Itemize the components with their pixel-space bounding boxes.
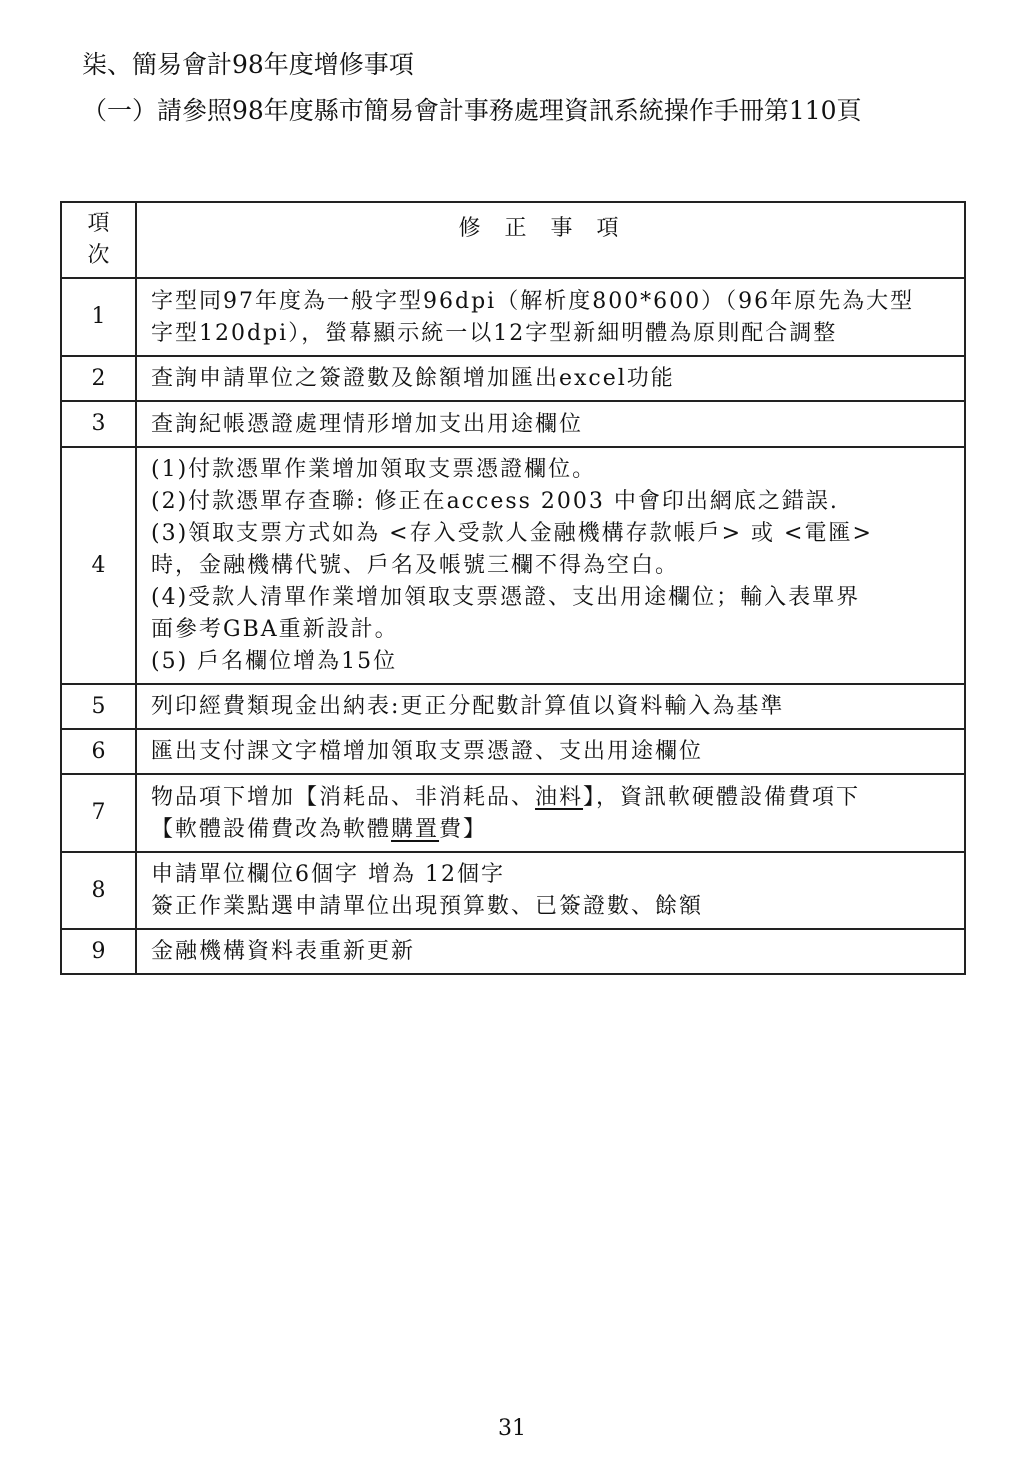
row-number: 3 (61, 401, 136, 447)
table-row (61, 278, 965, 356)
table-row (61, 852, 965, 929)
row-description (136, 929, 965, 974)
row-number: 4 (61, 447, 136, 684)
description-line: 面參考GBA重新設計。 (151, 617, 399, 642)
row-description (136, 852, 965, 929)
row-number: 1 (61, 278, 136, 356)
row-description (136, 729, 965, 774)
row-description (136, 278, 965, 356)
description-line: (3)領取支票方式如為 <存入受款人金融機構存款帳戶> 或 <電匯> (151, 521, 873, 546)
description-line: 字型同97年度為一般字型96dpi（解析度800*600）（96年原先為大型 (151, 288, 915, 314)
section-subtitle: （一）請參照98年度縣市簡易會計事務處理資訊系統操作手冊第110頁 (82, 96, 862, 125)
row-number: 7 (61, 774, 136, 852)
row-number: 8 (61, 852, 136, 929)
row-number: 5 (61, 684, 136, 729)
row-description (136, 356, 965, 401)
description-line: 匯出支付課文字檔增加領取支票憑證、支出用途欄位 (151, 739, 704, 764)
section-title: 柒、簡易會計98年度增修事項 (82, 50, 414, 79)
description-line: (2)付款憑單存查聯: 修正在access 2003 中會印出網底之錯誤. (151, 489, 839, 514)
row-description (136, 447, 965, 684)
table-row (61, 356, 965, 401)
table-row (61, 684, 965, 729)
row-number: 9 (61, 929, 136, 974)
description-line: 列印經費類現金出納表:更正分配數計算值以資料輸入為基準 (151, 694, 785, 719)
row-description (136, 401, 965, 447)
row-number: 2 (61, 356, 136, 401)
table-row (61, 401, 965, 447)
description-line: 簽正作業點選申請單位出現預算數、已簽證數、餘額 (151, 894, 704, 919)
description-line: 時，金融機構代號、戶名及帳號三欄不得為空白。 (151, 553, 680, 578)
underlined-text: 油料 (535, 784, 584, 810)
table-header-row (61, 202, 965, 278)
header-revision-items: 修正事項 (136, 202, 965, 278)
table-row (61, 447, 965, 684)
description-line: (1)付款憑單作業增加領取支票憑證欄位。 (151, 457, 597, 482)
table-row (61, 774, 965, 852)
header-item-number (61, 202, 136, 278)
description-line: 申請單位欄位6個字 增為 12個字 (151, 862, 505, 887)
description-line: (4)受款人清單作業增加領取支票憑證、支出用途欄位；輸入表單界 (151, 585, 861, 610)
revision-table (60, 201, 966, 975)
row-description (136, 774, 965, 852)
header-num-char-2: 次 (87, 243, 110, 268)
row-number: 6 (61, 729, 136, 774)
underlined-text: 購置 (391, 816, 440, 842)
table-row (61, 929, 965, 974)
text-segment: 物品項下增加【消耗品、非消耗品、 (151, 784, 536, 810)
row-description (136, 684, 965, 729)
description-line (151, 814, 952, 846)
text-segment: 費】 (439, 816, 488, 842)
description-line: 查詢紀帳憑證處理情形增加支出用途欄位 (151, 411, 584, 437)
text-segment: 】，資訊軟硬體設備費項下 (583, 784, 861, 810)
text-segment: 【軟體設備費改為軟體 (151, 816, 392, 842)
description-line: 金融機構資料表重新更新 (151, 939, 416, 964)
description-line (151, 782, 952, 814)
table-row (61, 729, 965, 774)
description-line: 查詢申請單位之簽證數及餘額增加匯出excel功能 (151, 366, 675, 391)
description-line: (5) 戶名欄位增為15位 (151, 649, 398, 674)
page-number: 31 (498, 1416, 526, 1441)
description-line: 字型120dpi），螢幕顯示統一以12字型新細明體為原則配合調整 (151, 320, 838, 346)
header-num-char-1: 項 (87, 211, 110, 236)
